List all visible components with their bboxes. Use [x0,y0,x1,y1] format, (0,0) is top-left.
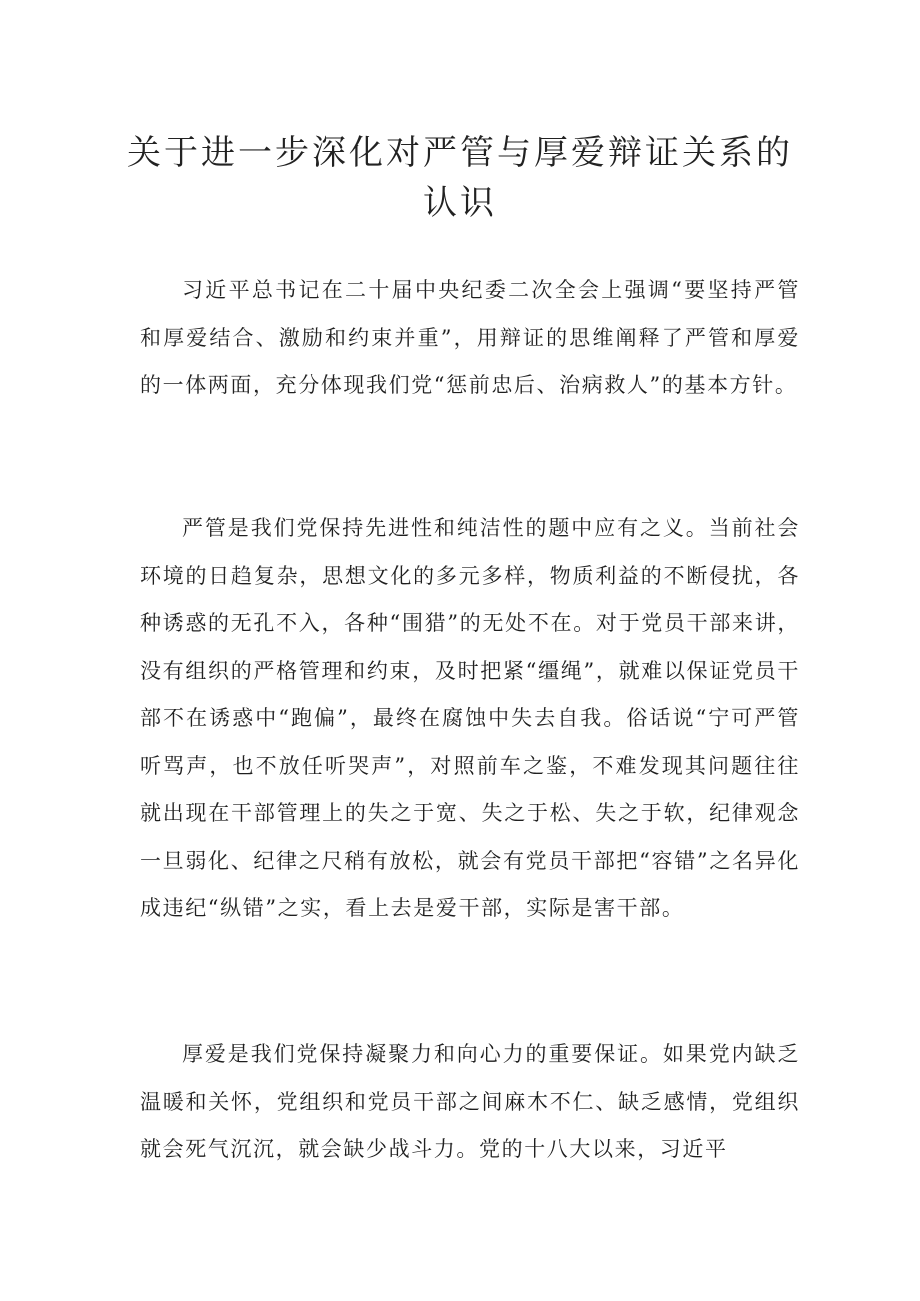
paragraph-caring: 厚爱是我们党保持凝聚力和向心力的重要保证。如果党内缺乏温暖和关怀，党组织和党员干部之间麻木不仁、缺乏感情，党组织就会死气沉沉，就会缺少战斗力。党的十八大以来，习近平 [140,1042,800,1161]
paragraph-strict-management: 严管是我们党保持先进性和纯洁性的题中应有之义。当前社会环境的日趋复杂，思想文化的多元多样，物质利益的不断侵扰，各种诱惑的无孔不入，各种“围猎”的无处不在。对于党员干部来讲，没有组织的严格管理和约束，及时把紧“缰绳”，就难以保证党员干部不在诱惑中“跑偏”，最终在腐蚀中失去自我。俗话说“宁可严管听骂声，也不放任听哭声”，对照前车之鉴，不难发现其问题往往就出现在干部管理上的失之于宽、失之于松、失之于软，纪律观念一旦弱化、纪律之尺稍有放松，就会有党员干部把“容错”之名异化成违纪“纵错”之实，看上去是爱干部，实际是害干部。 [140,516,800,920]
title-line-2: 认识 [423,183,497,223]
paragraph-intro: 习近平总书记在二十届中央纪委二次全会上强调“要坚持严管和厚爱结合、激励和约束并重”，用辩证的思维阐释了严管和厚爱的一体两面，充分体现我们党“惩前忠后、治病救人”的基本方针。 [140,278,800,397]
document-title [120,128,800,228]
title-line-1: 关于进一步深化对严管与厚爱辩证关系的 [127,133,793,173]
